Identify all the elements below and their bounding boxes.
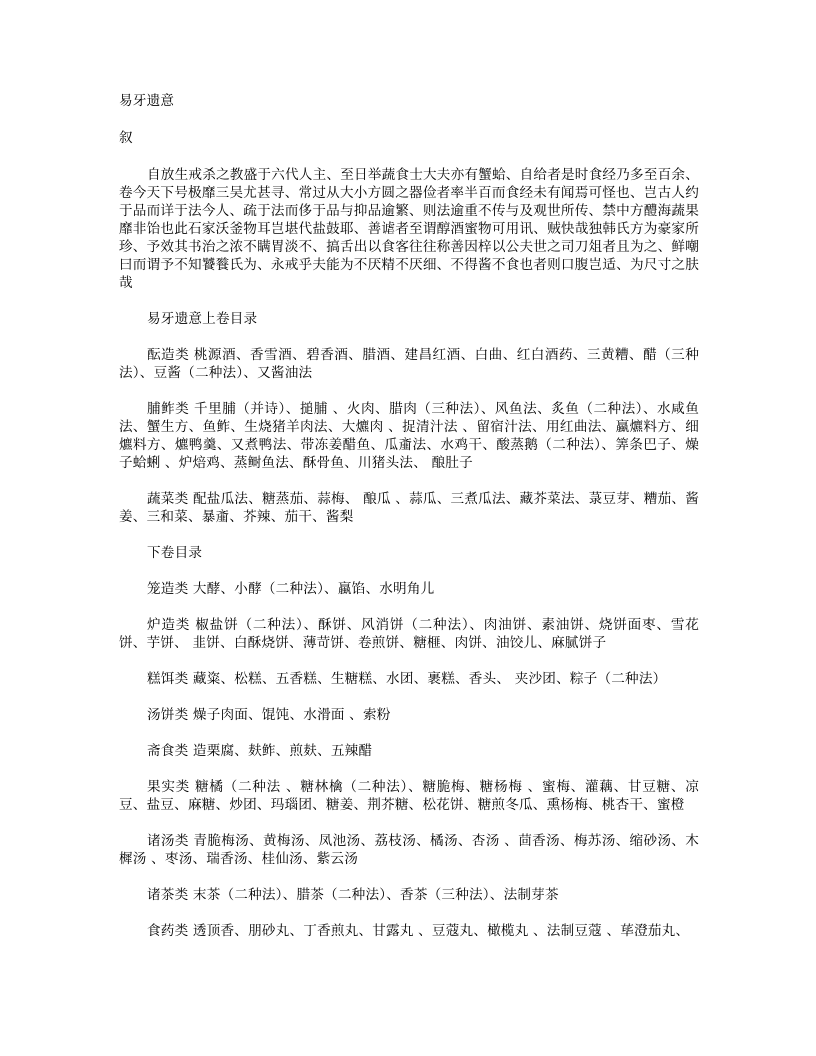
category-entry — [119, 616, 699, 652]
preface-heading: 叙 — [119, 130, 133, 146]
category-entry — [119, 778, 699, 814]
category-name: 斋食类 — [147, 743, 189, 759]
category-entry — [119, 886, 699, 904]
category-name: 汤饼类 — [147, 707, 189, 723]
category-items: 大酵、小酵（二种法）、蠃馅、水明角儿 — [192, 581, 435, 597]
volume2-heading: 下卷目录 — [147, 545, 203, 561]
category-name: 诸汤类 — [147, 833, 189, 849]
category-items: 透顶香、朋砂丸、丁香煎丸、甘露丸 、豆蔻丸、橄榄丸 、法制豆蔻 、荜澄茄丸、 — [192, 923, 690, 939]
category-entry — [119, 400, 699, 472]
category-name: 食药类 — [147, 923, 189, 939]
category-items: 造栗腐、麸鲊、煎麸、五辣醋 — [192, 743, 373, 759]
category-name: 笼造类 — [147, 581, 189, 597]
category-entry — [119, 490, 699, 526]
category-items: 末茶（二种法）、腊茶（二种法）、香茶（三种法）、法制芽茶 — [192, 887, 559, 903]
category-items: 千里脯（并诗）、搥脯 、火肉、腊肉（三种法）、风鱼法、炙鱼（二种法）、水咸鱼法、蟹生方、鱼鲊、生烧猪羊肉法、大爊肉 、捉清汁法 、留宿汁法、用红曲法、蠃爊料方、细爊料方、爊鸭羹、又煮鸭法、带冻姜醋鱼、瓜齑法、水鸡干、酸蒸鹅（二种法）、筭条巴子、燥子蛤蜊 、炉焙鸡、蒸鲥鱼法、酥骨鱼、川猪头法、 酿肚子 — [119, 401, 699, 471]
category-entry — [119, 742, 699, 760]
category-name: 炉造类 — [147, 617, 191, 633]
category-name: 诸茶类 — [147, 887, 189, 903]
category-items: 青脆梅汤、黄梅汤、凤池汤、荔枝汤、橘汤、杏汤 、茴香汤、梅苏汤、缩砂汤、木樨汤 、枣汤、瑞香汤、桂仙汤、紫云汤 — [119, 833, 700, 867]
category-items: 配盐瓜法、糖蒸茄、蒜梅、 酿瓜 、蒜瓜、三煮瓜法、藏芥菜法、菉豆芽、糟茄、酱姜、三和菜、暴齑、芥辣、茄干、酱梨 — [119, 491, 699, 525]
volume1-heading: 易牙遗意上卷目录 — [147, 311, 258, 327]
category-items: 桃源酒、香雪酒、碧香酒、腊酒、建昌红酒、白曲、红白酒药、三黄糟、醋（三种法）、豆酱（二种法）、又酱油法 — [119, 347, 699, 381]
category-entry — [119, 346, 699, 382]
category-name: 蔬菜类 — [147, 491, 189, 507]
preface-paragraph: 自放生戒杀之教盛于六代人主、至日举蔬食士大夫亦有蟹蛤、自给者是时食经乃多至百余、卷今天下号极靡三吴尤甚寻、常过从大小方圆之器俭者率半百而食经未有闻焉可怪也、岂古人约于品而详于法今人、疏于法而侈于品与抑品逾繁、则法逾重不传与及观世所传、禁中方醴海蔬果靡非饴也此石家沃釜物耳岂堪代盐鼓耶、善谑者至谓醇酒蜜物可用讯、贼快哉独韩氏方为豪家所珍、予效其书治之浓不瞒胃淡不、搞舌出以食客往往称善因梓以公夫世之司刀俎者且为之、鲜嘲曰而谓予不知饕餮氏为、永戒乎夫能为不厌精不厌细、不得酱不食也者则口腹岂适、为尺寸之肤哉 — [119, 167, 699, 291]
document-page — [119, 92, 699, 958]
category-entry — [119, 706, 699, 724]
category-items: 糖橘（二种法 、糖林檎（二种法）、糖脆梅、糖杨梅 、蜜梅、灌藕、甘豆糖、凉豆、盐豆、麻糖、炒团、玛瑙团、糖姜、荆芥糖、松花饼、糖煎冬瓜、熏杨梅、桃杏干、蜜橙 — [119, 779, 699, 813]
category-entry — [119, 832, 699, 868]
category-name: 果实类 — [147, 779, 190, 795]
category-items: 藏粢、松糕、五香糕、生糖糕、水团、裹糕、香头、 夹沙团、粽子（二种法） — [192, 671, 667, 687]
category-entry — [119, 670, 699, 688]
category-name: 脯鲊类 — [147, 401, 190, 417]
category-name: 糕饵类 — [147, 671, 189, 687]
category-name: 酝造类 — [147, 347, 190, 363]
category-items: 椒盐饼（二种法）、酥饼、风消饼（二种法）、肉油饼、素油饼、烧饼面枣、雪花饼、芋饼、 韭饼、白酥烧饼、薄苛饼、卷煎饼、糖榧、肉饼、油饺儿、麻腻饼子 — [119, 617, 699, 651]
category-entry — [119, 580, 699, 598]
category-items: 燥子肉面、馄饨、水滑面 、索粉 — [192, 707, 391, 723]
document-title: 易牙遗意 — [119, 93, 175, 109]
category-entry — [119, 922, 699, 940]
